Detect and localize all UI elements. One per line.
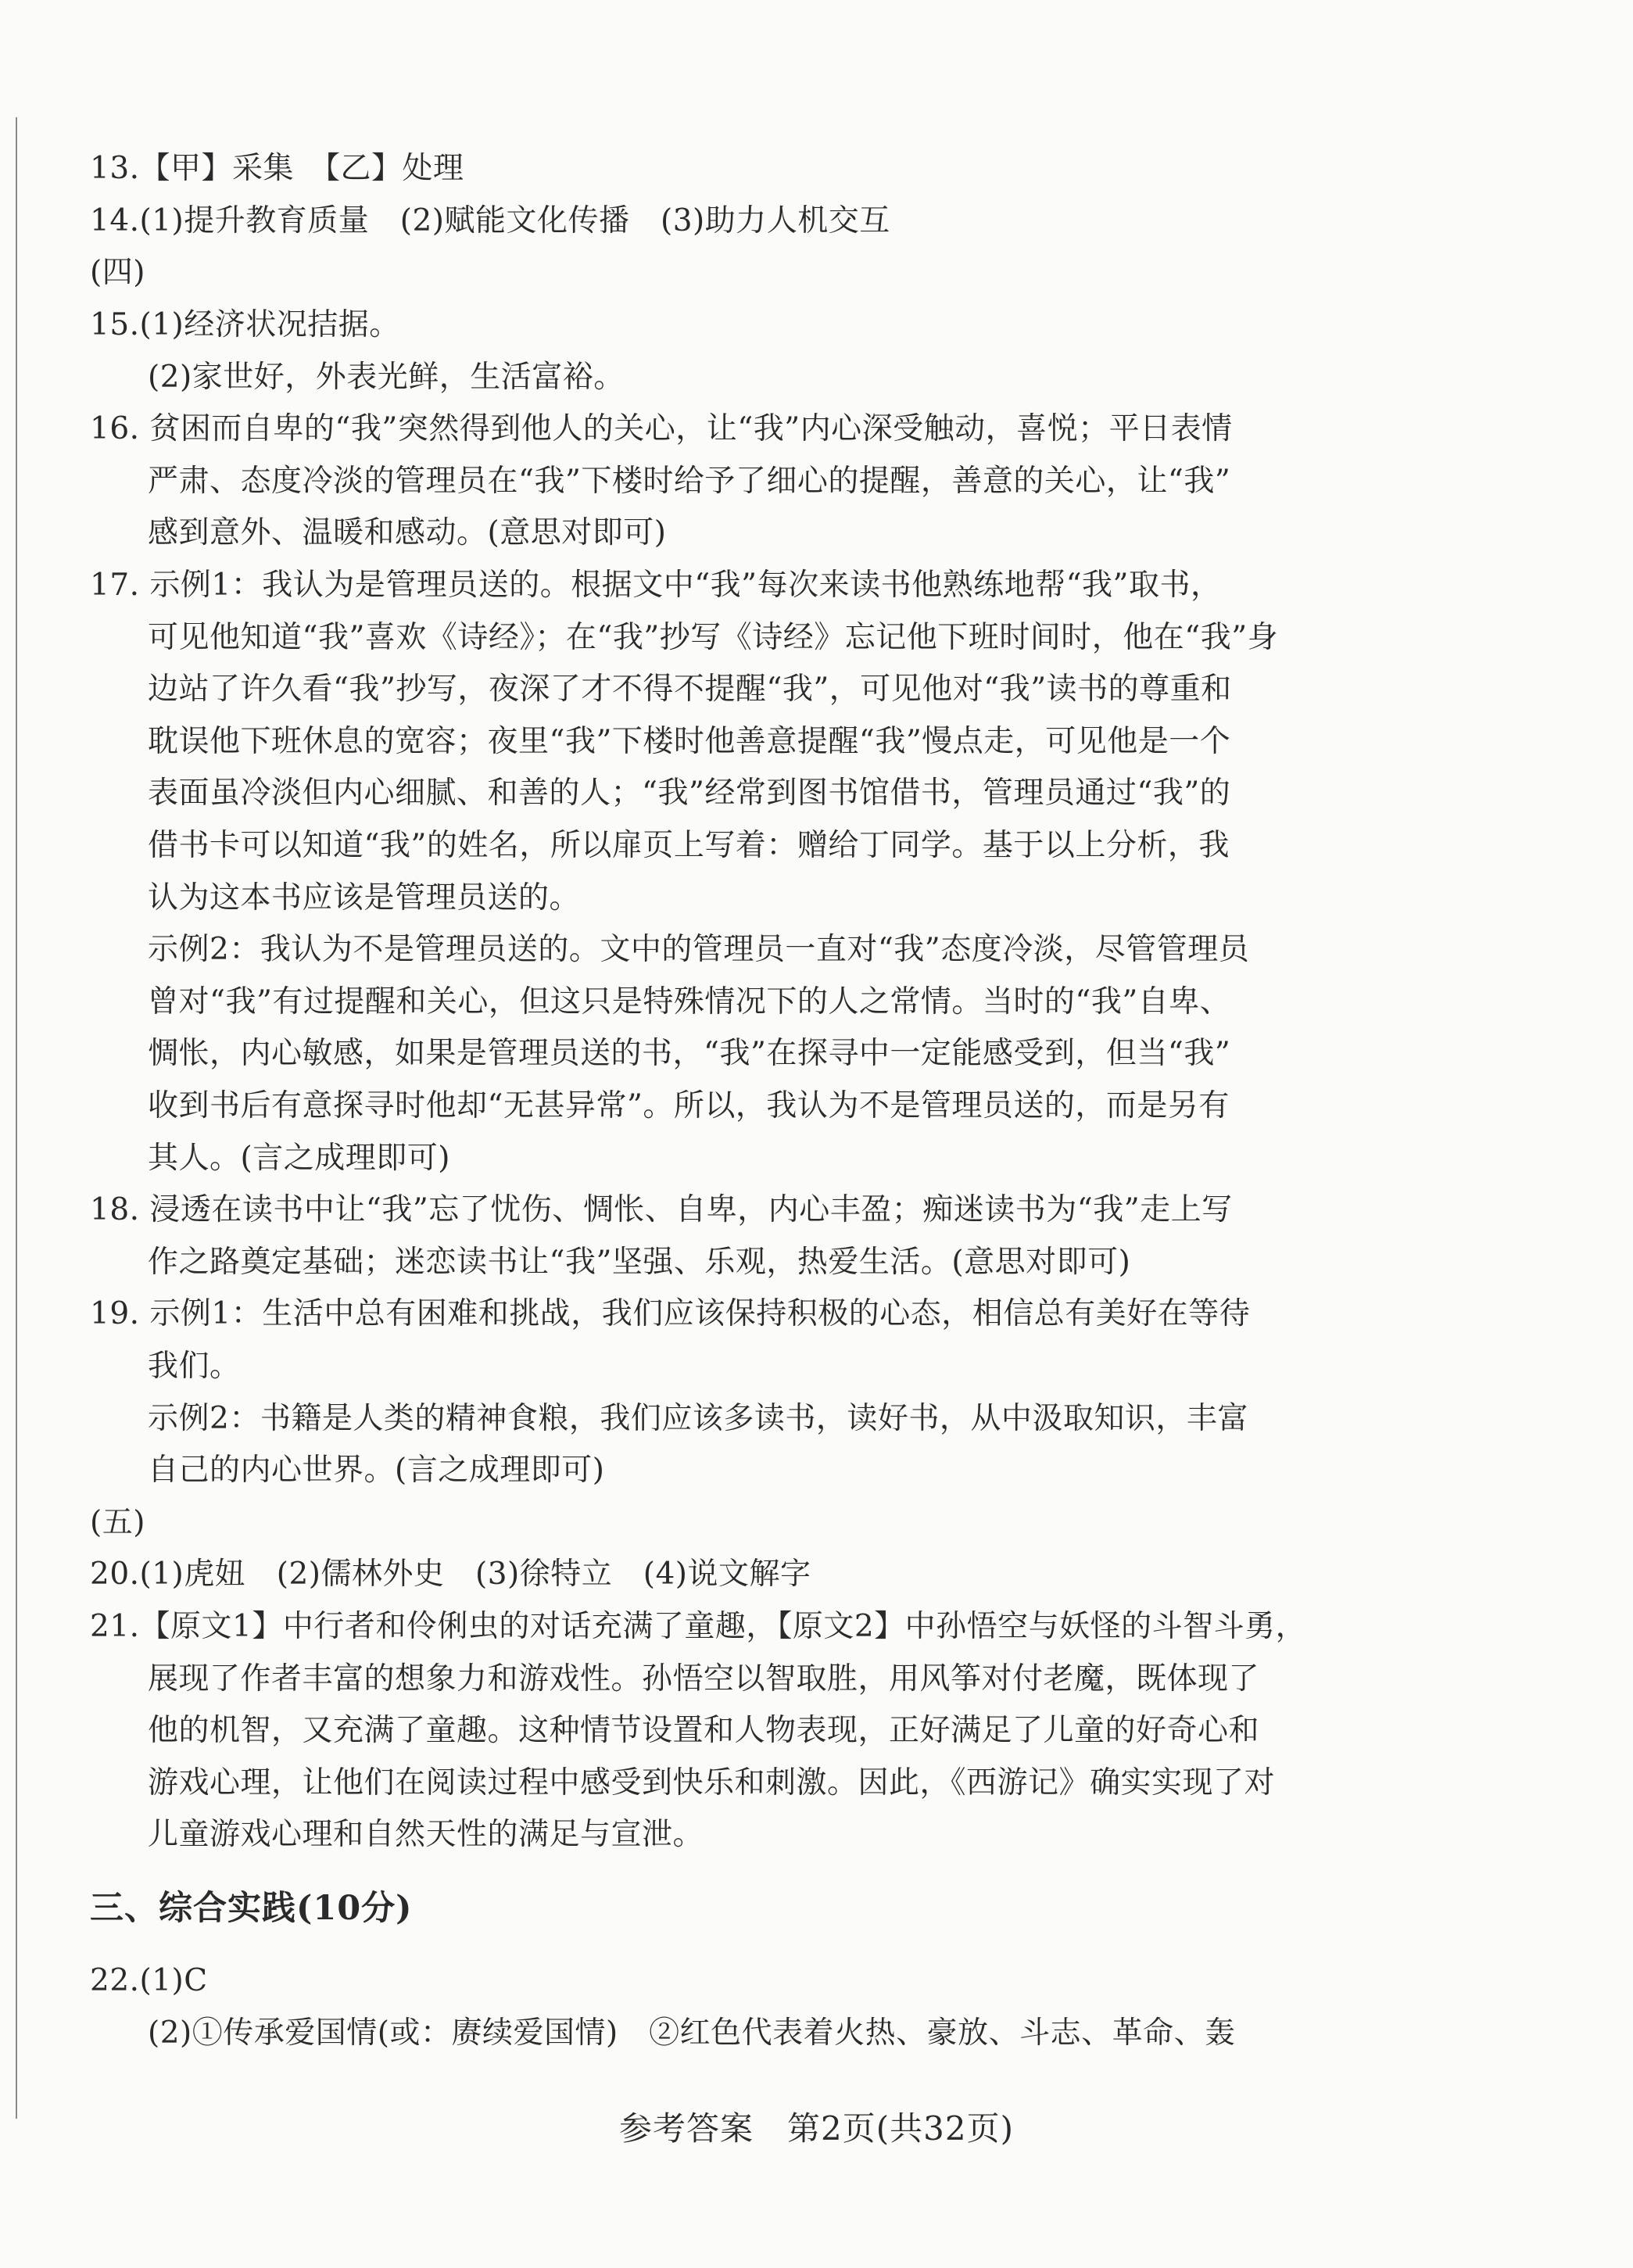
answer-19-line3: 示例2：书籍是人类的精神食粮，我们应该多读书，读好书，从中汲取知识，丰富 (148, 1401, 1248, 1436)
answer-14: 14.(1)提升教育质量 (2)赋能文化传播 (3)助力人机交互 (90, 203, 890, 238)
answer-17-line6: 借书卡可以知道“我”的姓名，所以扉页上写着：赠给丁同学。基于以上分析，我 (148, 828, 1230, 863)
section-five-heading: (五) (90, 1505, 145, 1540)
answer-21-line1: 21.【原文1】中行者和伶俐虫的对话充满了童趣，【原文2】中孙悟空与妖怪的斗智斗勇， (90, 1609, 1307, 1644)
answer-17-line3: 边站了许久看“我”抄写，夜深了才不得不提醒“我”，可见他对“我”读书的尊重和 (148, 672, 1232, 707)
answer-17-line9: 曾对“我”有过提醒和关心，但这只是特殊情况下的人之常情。当时的“我”自卑、 (148, 984, 1231, 1019)
answer-21-line2: 展现了作者丰富的想象力和游戏性。孙悟空以智取胜，用风筝对付老魔，既体现了 (148, 1661, 1260, 1697)
section-four-heading: (四) (90, 255, 145, 290)
answer-19-line1: 19. 示例1：生活中总有困难和挑战，我们应该保持积极的心态，相信总有美好在等待 (90, 1296, 1251, 1331)
answer-22-part2: (2)①传承爱国情(或：赓续爱国情) ②红色代表着火热、豪放、斗志、革命、轰 (148, 2015, 1236, 2051)
answer-16-line2: 严肃、态度冷淡的管理员在“我”下楼时给予了细心的提醒，善意的关心，让“我” (148, 464, 1231, 499)
answer-17-line8: 示例2：我认为不是管理员送的。文中的管理员一直对“我”态度冷淡，尽管管理员 (148, 932, 1250, 967)
answer-18-line2: 作之路奠定基础；迷恋读书让“我”坚强、乐观，热爱生活。(意思对即可) (148, 1245, 1131, 1280)
answer-17-line1: 17. 示例1：我认为是管理员送的。根据文中“我”每次来读书他熟练地帮“我”取书， (90, 568, 1222, 603)
answer-17-line7: 认为这本书应该是管理员送的。 (148, 880, 581, 915)
answer-17-line10: 惆怅，内心敏感，如果是管理员送的书，“我”在探寻中一定能感受到，但当“我” (148, 1036, 1231, 1071)
page-footer: 参考答案 第2页(共32页) (619, 2109, 1014, 2148)
section-three-heading: 三、综合实践(10分) (90, 1889, 413, 1928)
answer-17-line5: 表面虽冷淡但内心细腻、和善的人；“我”经常到图书馆借书，管理员通过“我”的 (148, 776, 1231, 811)
answer-17-line4: 耽误他下班休息的宽容；夜里“我”下楼时他善意提醒“我”慢点走，可见他是一个 (148, 724, 1231, 759)
answer-18-line1: 18. 浸透在读书中让“我”忘了忧伤、惆怅、自卑，内心丰盈；痴迷读书为“我”走上写 (90, 1192, 1233, 1227)
answer-21-line5: 儿童游戏心理和自然天性的满足与宣泄。 (148, 1817, 704, 1852)
answer-16-line3: 感到意外、温暖和感动。(意思对即可) (148, 515, 667, 550)
page-margin-line (16, 117, 17, 2119)
answer-17-line12: 其人。(言之成理即可) (148, 1141, 450, 1176)
answer-19-line4: 自己的内心世界。(言之成理即可) (148, 1453, 605, 1488)
answer-17-line11: 收到书后有意探寻时他却“无甚异常”。所以，我认为不是管理员送的，而是另有 (148, 1088, 1230, 1123)
answer-15-part2: (2)家世好，外表光鲜，生活富裕。 (148, 360, 625, 395)
answer-20: 20.(1)虎妞 (2)儒林外史 (3)徐特立 (4)说文解字 (90, 1557, 811, 1592)
answer-22-part1: 22.(1)C (90, 1963, 208, 1998)
answer-17-line2: 可见他知道“我”喜欢《诗经》；在“我”抄写《诗经》忘记他下班时间时，他在“我”身 (148, 620, 1279, 655)
answer-21-line3: 他的机智，又充满了童趣。这种情节设置和人物表现，正好满足了儿童的好奇心和 (148, 1713, 1260, 1748)
answer-19-line2: 我们。 (148, 1349, 241, 1384)
answer-16-line1: 16. 贫困而自卑的“我”突然得到他人的关心，让“我”内心深受触动，喜悦；平日表情 (90, 411, 1233, 446)
answer-21-line4: 游戏心理，让他们在阅读过程中感受到快乐和刺激。因此，《西游记》确实实现了对 (148, 1765, 1276, 1800)
answer-15-part1: 15.(1)经济状况拮据。 (90, 307, 400, 342)
answer-13: 13.【甲】采集 【乙】处理 (90, 151, 464, 186)
